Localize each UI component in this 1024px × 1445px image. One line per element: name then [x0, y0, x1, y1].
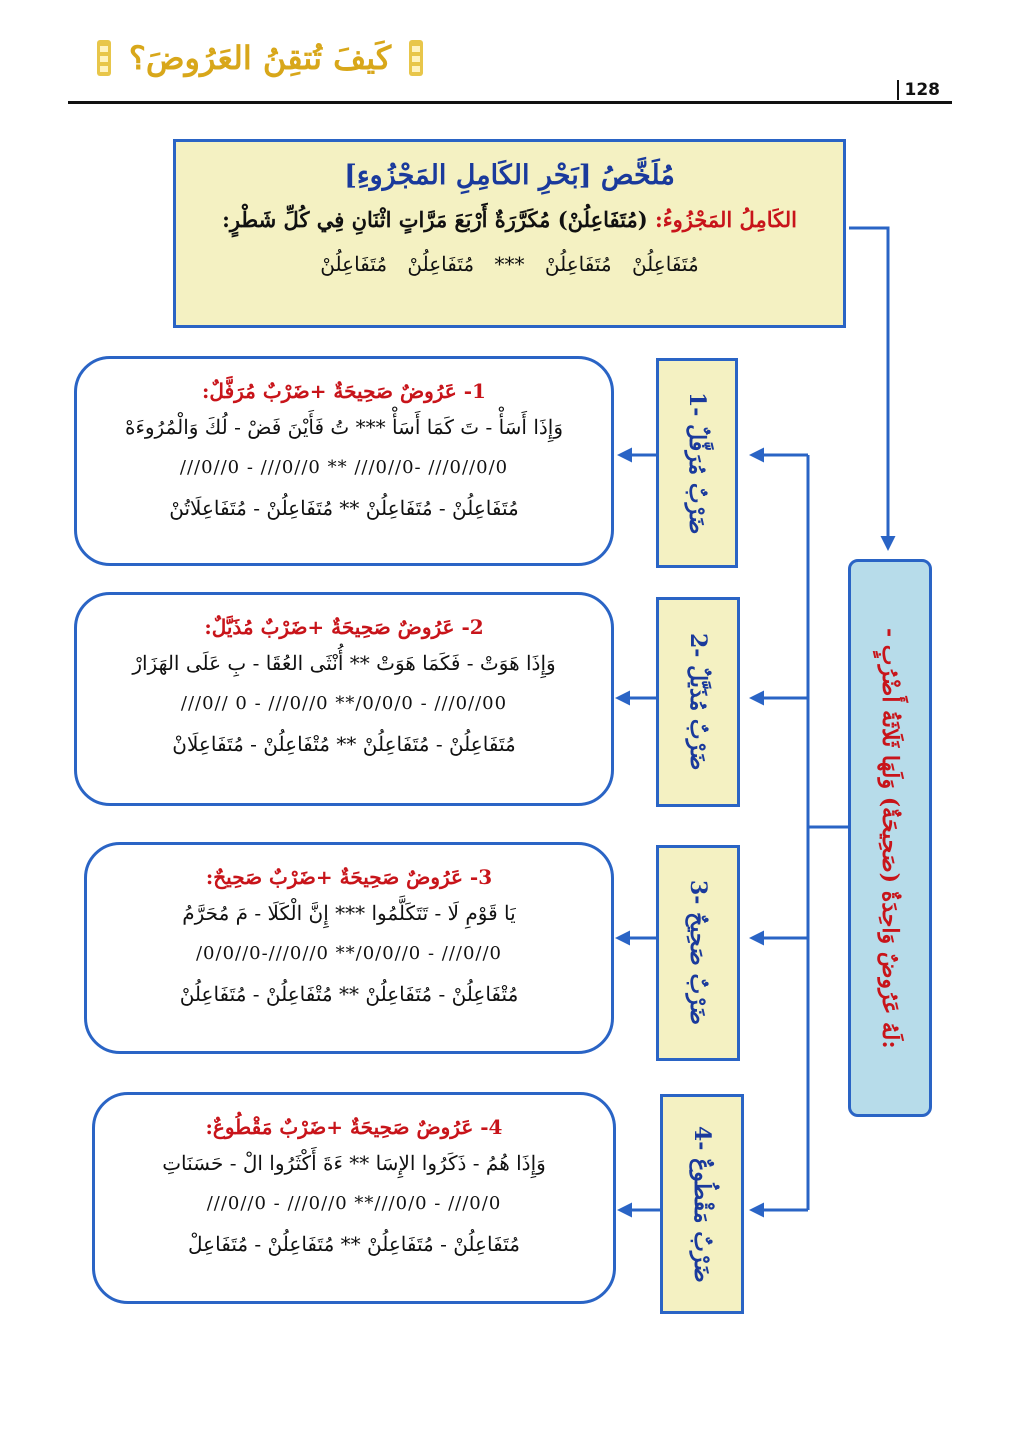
- case-3-label: 3- ضَرْبٌ صَحِيحٌ: [685, 880, 711, 1026]
- case-feet: مُتَفَاعِلُنْ - مُتَفَاعِلُنْ ** مُتَفَاعِلُنْ - مُتَفَاعِلْ: [188, 1232, 520, 1256]
- page-number: 128: [897, 80, 941, 100]
- side-label: - لَهُ عَرُوضٌ وَاحِدَةٌ (صَحِيحَةٌ) وَلَهَا ثَلَاثَةُ أَضْرُبٍ:: [877, 627, 903, 1049]
- case-1-label-box: [656, 358, 738, 568]
- case-4-box: [92, 1092, 616, 1304]
- case-2-box: [74, 592, 614, 806]
- case-symbols: /0/0//0-///0//0 **/0/0//0 - ///0//0: [195, 943, 502, 964]
- case-1-label: 1- ضَرْبٌ مُرَفَّلٌ: [684, 391, 710, 535]
- case-3-label-box: [656, 845, 740, 1061]
- summary-scansion: مُتَفَاعِلُنْ مُتَفَاعِلُنْ *** مُتَفَاعِلُنْ مُتَفَاعِلُنْ: [320, 252, 699, 276]
- case-1-box: [74, 356, 614, 566]
- definition-text: (مُتَفَاعِلُنْ) مُكَرَّرَةٌ أَرْبَعَ مَرَّاتٍ اثْنَانِ فِي كُلِّ شَطْرٍ:: [222, 207, 648, 232]
- case-heading: 4- عَرُوضٌ صَحِيحَةٌ +ضَرْبٌ مَقْطُوعٌ:: [205, 1115, 503, 1139]
- case-verse: يَا قَوْمِ لَا - تَتَكَلَّمُوا *** إِنَّ الْكَلَا - مَ مُحَرَّمُ: [182, 901, 516, 925]
- book-title: كَيفَ تُتقِنُ العَرُوضَ؟: [128, 39, 392, 77]
- case-verse: وَإِذَا هَوَتْ - فَكَمَا هَوَتْ ** أُنْثَى العُقَا - بِ عَلَى الهَزَارْ: [132, 651, 556, 675]
- definition-label: الكَامِلُ المَجْزُوءُ:: [654, 207, 797, 232]
- case-2-label: 2- ضَرْبٌ مُذَيَّلٌ: [685, 633, 711, 771]
- case-verse: وَإِذَا هُمُ - ذَكَرُوا الإِسَا ** ءَةَ أَكْثَرُوا الْ - حَسَنَاتِ: [162, 1151, 546, 1175]
- case-verse: وَإِذَا أَسَأْ - تَ كَمَا أَسَأْ *** تُ فَأَيْنَ فَضْ - لُكَ وَالْمُرُوءَهْ: [124, 415, 564, 439]
- case-2-label-box: [656, 597, 740, 807]
- case-4-label: 4- ضَرْبٌ مَقْطُوعٌ: [689, 1125, 715, 1283]
- case-symbols: ///0//0 - ///0//0 **///0/0 - ///0/0: [206, 1193, 502, 1214]
- case-symbols: ///0//0 - ///0//0 ** ///0//0- ///0//0/0: [179, 457, 509, 478]
- summary-definition: [176, 207, 843, 232]
- case-feet: مُتَفَاعِلُنْ - مُتَفَاعِلُنْ ** مُتْفَاعِلُنْ - مُتَفَاعِلَانْ: [172, 732, 516, 756]
- case-heading: 1- عَرُوضٌ صَحِيحَةٌ +ضَرْبٌ مُرَفَّلٌ:: [202, 379, 486, 403]
- case-feet: مُتَفَاعِلُنْ - مُتَفَاعِلُنْ ** مُتَفَاعِلُنْ - مُتَفَاعِلَاتُنْ: [169, 496, 519, 520]
- case-heading: 2- عَرُوضٌ صَحِيحَةٌ +ضَرْبٌ مُذَيَّلٌ:: [204, 615, 484, 639]
- case-feet: مُتْفَاعِلُنْ - مُتَفَاعِلُنْ ** مُتْفَاعِلُنْ - مُتَفَاعِلُنْ: [179, 982, 519, 1006]
- case-3-box: [84, 842, 614, 1054]
- case-4-label-box: [660, 1094, 744, 1314]
- summary-title: مُلَخَّصُ [بَحْرِ الكَامِلِ المَجْزُوءِ]: [344, 160, 675, 191]
- case-heading: 3- عَرُوضٌ صَحِيحَةٌ +ضَرْبٌ صَحِيحٌ:: [205, 865, 493, 889]
- summary-box: [173, 139, 846, 328]
- case-symbols: ///0// 0 - ///0//0 **/0/0/0 - ///0//00: [180, 693, 508, 714]
- side-label-box: [848, 559, 932, 1117]
